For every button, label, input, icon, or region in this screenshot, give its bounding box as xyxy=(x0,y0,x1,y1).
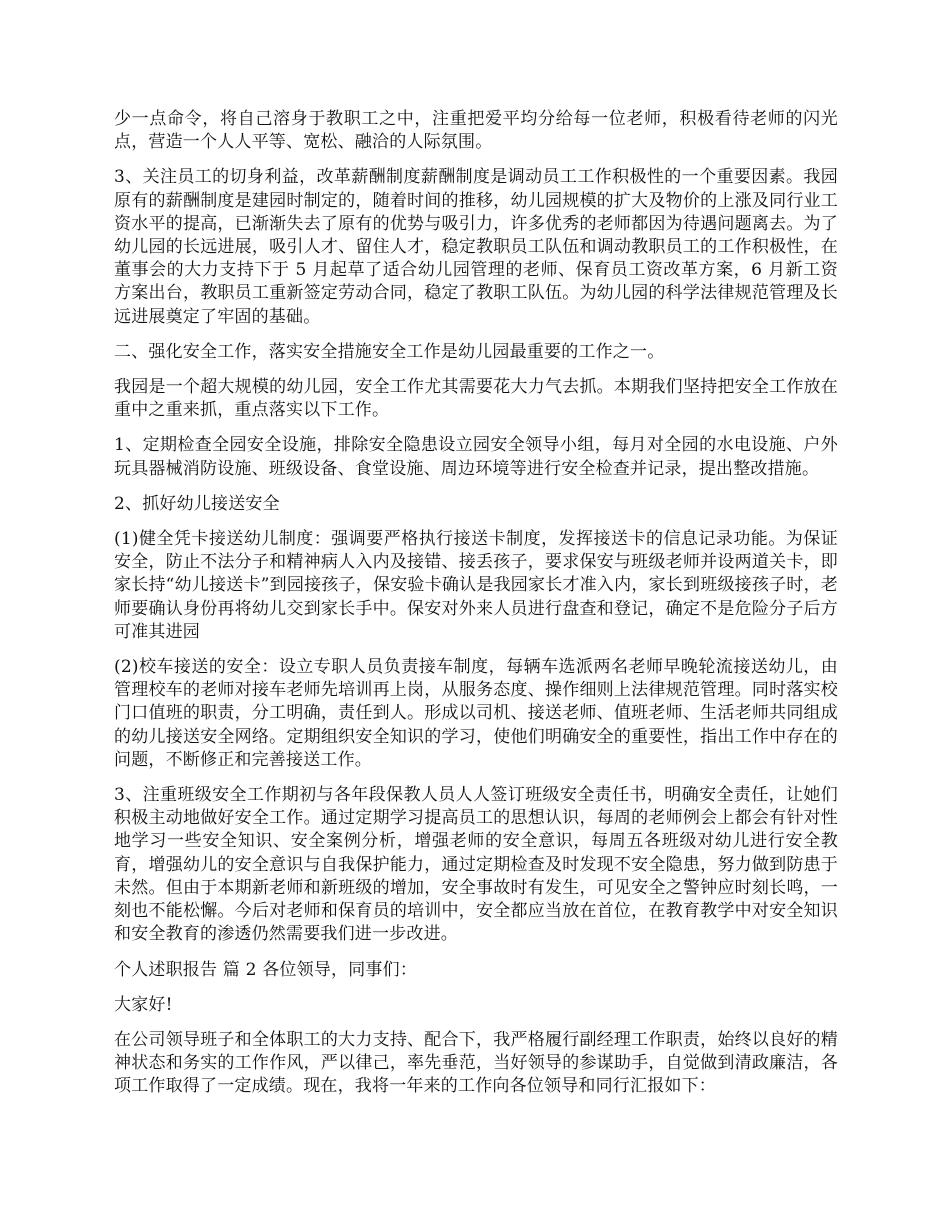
paragraph-greeting: 大家好! xyxy=(114,994,173,1015)
paragraph-leadership-intro: 少一点命令，将自己溶身于教职工之中，注重把爱平均分给每一位老师，积极看待老师的闪光点，营造一个人人平等、宽松、融洽的人际氛围。 xyxy=(114,109,838,153)
paragraph-safety-overview: 我园是一个超大规模的幼儿园，安全工作尤其需要花大力气去抓。本期我们坚持把安全工作放在重中之重来抓，重点落实以下工作。 xyxy=(114,377,838,421)
paragraph-safety-heading: 二、强化安全工作，落实安全措施安全工作是幼儿园最重要的工作之一。 xyxy=(114,341,665,362)
paragraph-report-two-heading: 个人述职报告 篇 2 各位领导，同事们： xyxy=(114,959,418,980)
paragraph-report-two-intro: 在公司领导班子和全体职工的大力支持、配合下，我严格履行副经理工作职责，始终以良好的精神状态和务实的工作作风，严以律己，率先垂范，当好领导的参谋助手，自觉做到清政廉洁，各项工作取得了一定成绩。现在，我将一年来的工作向各位领导和同行汇报如下： xyxy=(114,1029,838,1097)
paragraph-salary-reform: 3、关注员工的切身利益，改革薪酬制度薪酬制度是调动员工工作积极性的一个重要因素。我园原有的薪酬制度是建园时制定的，随着时间的推移，幼儿园规模的扩大及物价的上涨及同行业工资水平的提高，已渐渐失去了原有的优势与吸引力，许多优秀的老师都因为待遇问题离去。为了幼儿园的长远进展，吸引人才、留住人才，稳定教职员工队伍和调动教职员工的工作积极性，在董事会的大力支持下于 5 月起草了适合幼儿园管理的老师、保育员工资改革方案，6 月新工资方案出台，教职员工重新签定劳动合同，稳定了教职工队伍。为幼儿园的科学法律规范管理及长远进展奠定了牢固的基础。 xyxy=(114,167,838,327)
paragraph-school-bus-safety: (2)校车接送的安全：设立专职人员负责接车制度，每辆车选派两名老师早晚轮流接送幼儿，由管理校车的老师对接车老师先培训再上岗，从服务态度、操作细则上法律规范管理。同时落实校门口值班的职责，分工明确，责任到人。形成以司机、接送老师、值班老师、生活老师共同组成的幼儿接送安全网络。定期组织安全知识的学习，使他们明确安全的重要性，指出工作中存在的问题，不断修正和完善接送工作。 xyxy=(114,657,838,770)
document-body xyxy=(114,108,838,1099)
paragraph-pickup-card-system: (1)健全凭卡接送幼儿制度：强调要严格执行接送卡制度，发挥接送卡的信息记录功能。为保证安全，防止不法分子和精神病人入内及接错、接丢孩子，要求保安与班级老师并设两道关卡，即家长持“幼儿接送卡”到园接孩子，保安验卡确认是我园家长才准入内，家长到班级接孩子时，老师要确认身份再将幼儿交到家长手中。保安对外来人员进行盘查和登记，确定不是危险分子后方可准其进园 xyxy=(114,529,838,642)
paragraph-class-safety: 3、注重班级安全工作期初与各年段保教人员人人签订班级安全责任书，明确安全责任，让她们积极主动地做好安全工作。通过定期学习提高员工的思想认识，每周的老师例会上都会有针对性地学习一些安全知识、安全案例分析，增强老师的安全意识，每周五各班级对幼儿进行安全教育，增强幼儿的安全意识与自我保护能力，通过定期检查及时发现不安全隐患，努力做到防患于未然。但由于本期新老师和新班级的增加，安全事故时有发生，可见安全之警钟应时刻长鸣，一刻也不能松懈。今后对老师和保育员的培训中，安全都应当放在首位，在教育教学中对安全知识和安全教育的渗透仍然需要我们进一步改进。 xyxy=(114,785,838,945)
paragraph-pickup-heading: 2、抓好幼儿接送安全 xyxy=(114,493,280,514)
paragraph-safety-inspection: 1、定期检查全园安全设施，排除安全隐患设立园安全领导小组，每月对全园的水电设施、户外玩具器械消防设施、班级设备、食堂设施、周边环境等进行安全检查并记录，提出整改措施。 xyxy=(114,435,838,479)
